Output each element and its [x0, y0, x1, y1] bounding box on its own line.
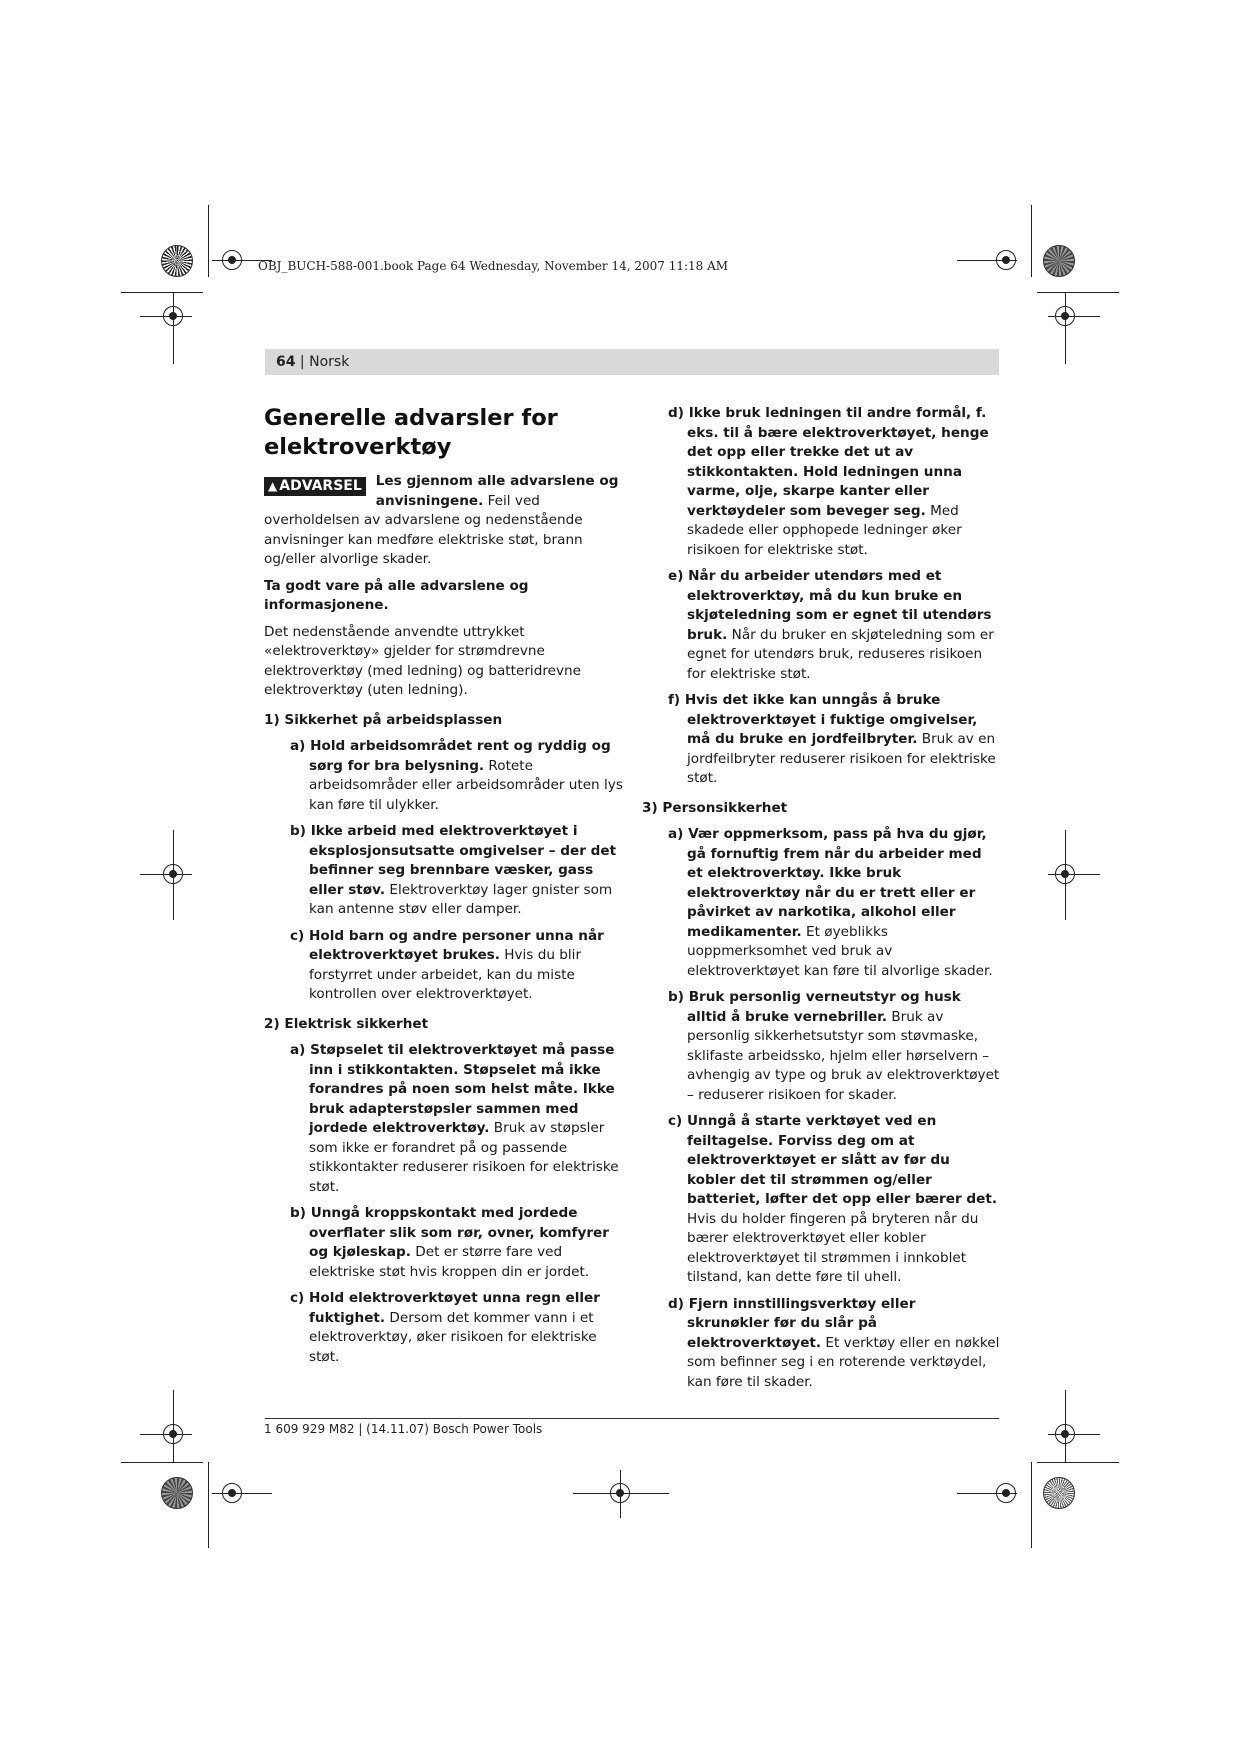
- list-item: f) Hvis det ikke kan unngås å bruke elektroverktøyet i fuktige omgivelser, må du bruke en jordfeilbryter. Bruk av en jordfeilbryter reduserer risikoen for elektriske støt.: [668, 692, 996, 786]
- list-item: b) Unngå kroppskontakt med jordede overflater slik som rør, ovner, komfyrer og kjøleskap. Det er større fare ved elektriske støt hvis kroppen din er jordet.: [290, 1205, 609, 1280]
- list-item: c) Hold barn og andre personer unna når elektroverktøyet brukes. Hvis du blir forstyrret under arbeidet, kan du miste kontrollen over elektroverktøyet.: [290, 927, 604, 1002]
- list-item: d) Ikke bruk ledningen til andre formål, f. eks. til å bære elektroverktøyet, henge det opp eller trekke det ut av stikkontakten. Hold ledningen unna varme, olje, skarpe kanter eller verktøydeler som beveger seg. Med skadede eller opphopede ledninger øker risikoen for elektriske støt.: [668, 405, 989, 558]
- header-language: Norsk: [309, 354, 350, 370]
- color-rosette-icon: [161, 1477, 193, 1509]
- list-item: a) Hold arbeidsområdet rent og ryddig og sørg for bra belysning. Rotete arbeidsområder eller arbeidsområder uten lys kan føre til ulykker.: [290, 738, 623, 813]
- color-rosette-icon: [1043, 1477, 1075, 1509]
- page-header: [265, 349, 999, 375]
- list-item: c) Unngå å starte verktøyet ved en feiltagelse. Forviss deg om at elektroverktøyet er slått av før du kobler det til strømmen og/eller batteriet, løfter det opp eller bærer det. Hvis du holder fingeren på bryteren når du bærer elektroverktøyet eller kobler elektroverktøyet til strømmen i innkoblet tilstand, kan dette føre til uhell.: [668, 1113, 998, 1285]
- section-heading: 2) Elektrisk sikkerhet: [264, 1015, 429, 1032]
- warning-text: Feil ved overholdelsen av advarslene og nedenstående anvisninger kan medføre elektriske støt, brann og/eller alvorlige skader.: [264, 492, 583, 567]
- header-separator: |: [295, 354, 310, 370]
- list-item: a) Vær oppmerksom, pass på hva du gjør, gå fornuftig frem når du arbeider med et elektroverktøy. Ikke bruk elektroverktøy når du er trett eller er påvirket av narkotika, alkohol eller medikamenter. Et øyeblikks uoppmerksomhet ved bruk av elektroverktøyet kan føre til alvorlige skader.: [668, 826, 993, 979]
- color-rosette-icon: [1043, 245, 1075, 277]
- keep-note: Ta godt vare på alle advarslene og informasjonene.: [264, 577, 529, 613]
- section-heading: 1) Sikkerhet på arbeidsplassen: [264, 711, 503, 728]
- page-number: 64: [276, 354, 296, 370]
- print-slug: OBJ_BUCH-588-001.book Page 64 Wednesday, November 14, 2007 11:18 AM: [258, 259, 729, 273]
- section-heading: 3) Personsikkerhet: [642, 799, 788, 816]
- page-footer: 1 609 929 M82 | (14.11.07) Bosch Power Tools: [264, 1422, 543, 1436]
- warning-paragraph: [264, 472, 624, 570]
- warning-lead: Les gjennom alle advarslene og anvisningene.: [375, 473, 619, 509]
- list-item: b) Ikke arbeid med elektroverktøyet i eksplosjonsutsatte omgivelser – der det befinner seg brennbare væsker, gass eller støv. Elektroverktøy lager gnister som kan antenne støv eller damper.: [290, 823, 617, 917]
- footer-divider: [265, 1418, 999, 1419]
- color-rosette-icon: [161, 245, 193, 277]
- right-column: [642, 404, 1002, 1399]
- list-item: d) Fjern innstillingsverktøy eller skrunøkler før du slår på elektroverktøyet. Et verktøy eller en nøkkel som befinner seg i en roterende verktøydel, kan føre til skader.: [668, 1295, 1000, 1390]
- list-item: b) Bruk personlig verneutstyr og husk alltid å bruke vernebriller. Bruk av personlig sikkerhetsutstyr som støvmaske, sklifaste arbeidssko, hjelm eller hørselvern – avhengig av type og bruk av elektroverktøyet – reduserer risikoen for skader.: [668, 989, 1000, 1103]
- list-item: e) Når du arbeider utendørs med et elektroverktøy, må du kun bruke en skjøteledning som er egnet til utendørs bruk. Når du bruker en skjøteledning som er egnet for utendørs bruk, reduseres risikoen for elektriske støt.: [668, 568, 994, 682]
- list-item: c) Hold elektroverktøyet unna regn eller fuktighet. Dersom det kommer vann i et elektroverktøy, øker risikoen for elektriske støt.: [290, 1290, 600, 1365]
- definition-paragraph: Det nedenstående anvendte uttrykket «elektroverktøy» gjelder for strømdrevne elektroverktøy (med ledning) og batteridrevne elektroverktøy (uten ledning).: [264, 623, 582, 698]
- page-title: Generelle advarsler for elektroverktøy: [264, 405, 558, 460]
- warning-badge: ▲ ADVARSEL: [264, 477, 366, 496]
- left-column: [264, 404, 624, 1374]
- list-item: a) Støpselet til elektroverktøyet må passe inn i stikkontakten. Støpselet må ikke forandres på noen som helst måte. Ikke bruk adapterstøpsler sammen med jordede elektroverktøy. Bruk av støpsler som ikke er forandret på og passende stikkontakter reduserer risikoen for elektriske støt.: [290, 1042, 619, 1195]
- warning-triangle-icon: ▲: [268, 479, 278, 493]
